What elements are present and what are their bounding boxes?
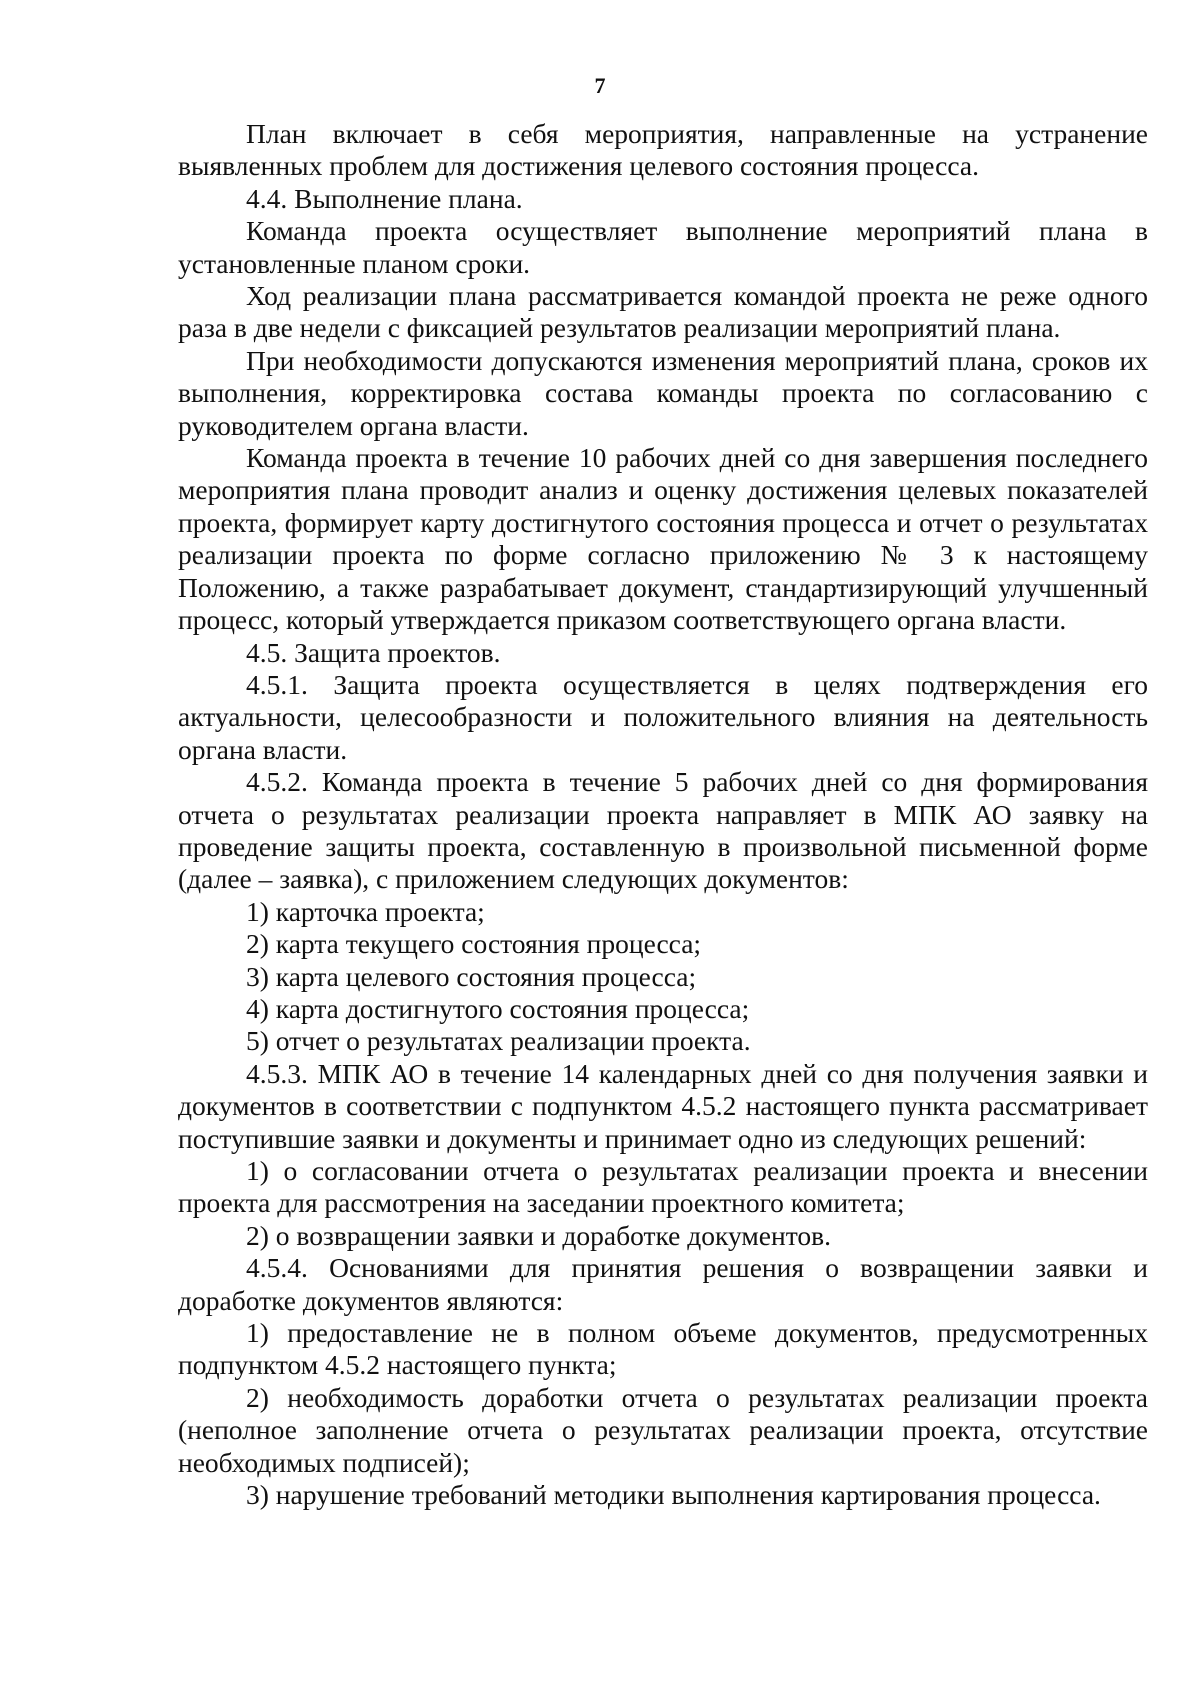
paragraph-progress-review: Ход реализации плана рассматривается командой проекта не реже одного раза в две недели с фиксацией результатов реализации мероприятий плана. xyxy=(178,280,1148,344)
list-item: 3) карта целевого состояния процесса; xyxy=(246,960,697,992)
paragraph-4-5-3: 4.5.3. МПК АО в течение 14 календарных дней со дня получения заявки и документов в соответствии с подпунктом 4.5.2 настоящего пункта рассматривает поступившие заявки и документы и принимает одно из следующих решений: xyxy=(178,1057,1148,1154)
list-item: 2) карта текущего состояния процесса; xyxy=(246,928,702,960)
section-heading-4-4: 4.4. Выполнение плана. xyxy=(246,182,523,214)
paragraph-team-executes: Команда проекта осуществляет выполнение мероприятий плана в установленные планом сроки. xyxy=(178,215,1148,279)
list-item: 1) о согласовании отчета о результатах реализации проекта и внесении проекта для рассмотрения на заседании проектного комитета; xyxy=(178,1155,1148,1219)
document-body xyxy=(178,118,1148,1511)
list-item: 5) отчет о результатах реализации проекта. xyxy=(246,1025,751,1057)
paragraph-plan-includes: План включает в себя мероприятия, направленные на устранение выявленных проблем для достижения целевого состояния процесса. xyxy=(178,118,1148,182)
paragraph-4-5-1: 4.5.1. Защита проекта осуществляется в целях подтверждения его актуальности, целесообразности и положительного влияния на деятельность органа власти. xyxy=(178,668,1148,765)
list-item: 1) карточка проекта; xyxy=(246,895,485,927)
list-item: 3) нарушение требований методики выполнения картирования процесса. xyxy=(246,1479,1101,1511)
list-item: 2) о возвращении заявки и доработке документов. xyxy=(246,1219,831,1251)
list-item: 2) необходимость доработки отчета о результатах реализации проекта (неполное заполнение отчета о результатах реализации проекта, отсутствие необходимых подписей); xyxy=(178,1381,1148,1478)
paragraph-4-5-2: 4.5.2. Команда проекта в течение 5 рабочих дней со дня формирования отчета о результатах реализации проекта направляет в МПК АО заявку на проведение защиты проекта, составленную в произвольной письменной форме (далее – заявка), с приложением следующих документов: xyxy=(178,766,1148,895)
list-item: 4) карта достигнутого состояния процесса; xyxy=(246,992,750,1024)
paragraph-4-5-4: 4.5.4. Основаниями для принятия решения о возвращении заявки и доработке документов являются: xyxy=(178,1252,1148,1316)
paragraph-analysis-report: Команда проекта в течение 10 рабочих дней со дня завершения последнего мероприятия плана проводит анализ и оценку достижения целевых показателей проекта, формирует карту достигнутого состояния процесса и отчет о результатах реализации проекта по форме согласно приложению № 3 к настоящему Положению, а также разрабатывает документ, стандартизирующий улучшенный процесс, который утверждается приказом соответствующего органа власти. xyxy=(178,442,1148,636)
paragraph-changes-allowed: При необходимости допускаются изменения мероприятий плана, сроков их выполнения, корректировка состава команды проекта по согласованию с руководителем органа власти. xyxy=(178,344,1148,441)
list-item: 1) предоставление не в полном объеме документов, предусмотренных подпунктом 4.5.2 настоящего пункта; xyxy=(178,1317,1148,1381)
section-heading-4-5: 4.5. Защита проектов. xyxy=(246,636,501,668)
page-number: 7 xyxy=(594,73,606,98)
